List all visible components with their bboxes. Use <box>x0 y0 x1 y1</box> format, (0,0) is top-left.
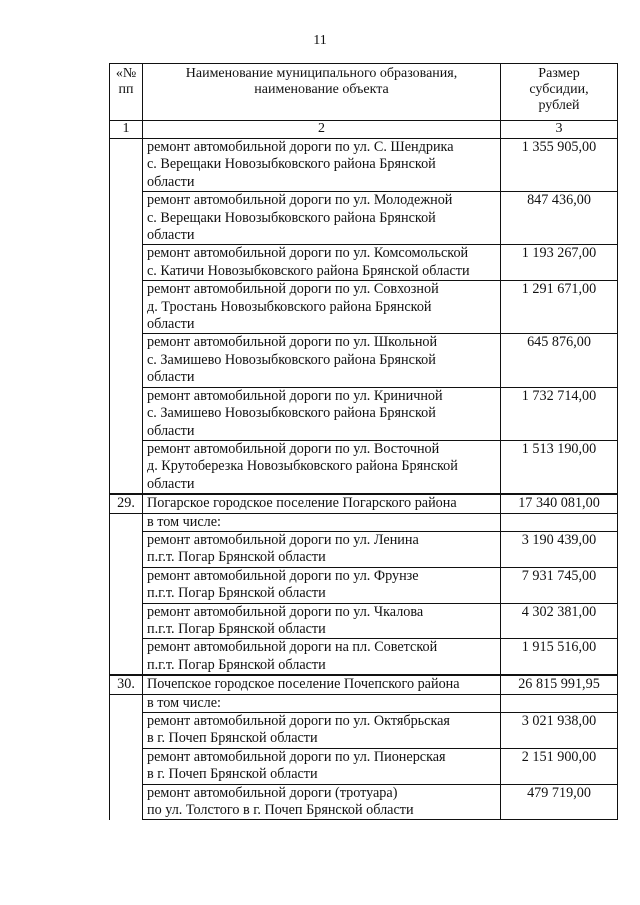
table-row <box>110 513 618 531</box>
table-row <box>110 494 618 513</box>
row-description: Почепское городское поселение Почепского района <box>143 675 501 694</box>
row-number <box>110 440 143 494</box>
row-amount: 1 193 267,00 <box>501 245 618 281</box>
row-description: ремонт автомобильной дороги по ул. С. Шендрика с. Верещаки Новозыбковского района Брянской области <box>143 139 501 192</box>
row-amount: 1 915 516,00 <box>501 639 618 675</box>
row-amount: 1 513 190,00 <box>501 440 618 494</box>
header-number: «№ пп <box>110 64 143 121</box>
row-amount: 3 021 938,00 <box>501 713 618 749</box>
row-description: ремонт автомобильной дороги по ул. Школьной с. Замишево Новозыбковского района Брянской области <box>143 334 501 387</box>
row-description: ремонт автомобильной дороги по ул. Молодежной с. Верещаки Новозыбковского района Брянской области <box>143 192 501 245</box>
row-number <box>110 713 143 749</box>
table-row <box>110 784 618 820</box>
row-number <box>110 531 143 567</box>
row-number: 30. <box>110 675 143 694</box>
table-row <box>110 245 618 281</box>
table-row <box>110 675 618 694</box>
row-description: ремонт автомобильной дороги по ул. Октябрьская в г. Почеп Брянской области <box>143 713 501 749</box>
row-description: ремонт автомобильной дороги (тротуара) по ул. Толстого в г. Почеп Брянской области <box>143 784 501 820</box>
table-row <box>110 694 618 712</box>
row-amount: 479 719,00 <box>501 784 618 820</box>
header-name: Наименование муниципального образования, наименование объекта <box>143 64 501 121</box>
table-row <box>110 334 618 387</box>
table-row <box>110 603 618 639</box>
column-number: 2 <box>143 121 501 139</box>
row-number <box>110 139 143 192</box>
table-row <box>110 281 618 334</box>
table-header-row <box>110 64 618 121</box>
row-amount <box>501 513 618 531</box>
row-description: в том числе: <box>143 513 501 531</box>
row-description: ремонт автомобильной дороги по ул. Фрунзе п.г.т. Погар Брянской области <box>143 567 501 603</box>
row-number <box>110 694 143 712</box>
row-description: ремонт автомобильной дороги по ул. Комсомольской с. Катичи Новозыбковского района Брянской области <box>143 245 501 281</box>
table-row <box>110 567 618 603</box>
row-number <box>110 245 143 281</box>
table-row <box>110 531 618 567</box>
row-amount: 1 291 671,00 <box>501 281 618 334</box>
subsidy-table <box>109 63 618 820</box>
row-number <box>110 748 143 784</box>
table-row <box>110 713 618 749</box>
row-amount: 645 876,00 <box>501 334 618 387</box>
row-number: 29. <box>110 494 143 513</box>
row-amount: 2 151 900,00 <box>501 748 618 784</box>
row-description: ремонт автомобильной дороги по ул. Чкалова п.г.т. Погар Брянской области <box>143 603 501 639</box>
row-amount <box>501 694 618 712</box>
row-amount: 3 190 439,00 <box>501 531 618 567</box>
row-amount: 1 355 905,00 <box>501 139 618 192</box>
table-row <box>110 748 618 784</box>
row-amount: 26 815 991,95 <box>501 675 618 694</box>
row-description: ремонт автомобильной дороги по ул. Восточной д. Крутоберезка Новозыбковского района Брянской области <box>143 440 501 494</box>
table-row <box>110 139 618 192</box>
row-description: ремонт автомобильной дороги по ул. Криничной с. Замишево Новозыбковского района Брянской области <box>143 387 501 440</box>
row-description: Погарское городское поселение Погарского района <box>143 494 501 513</box>
row-number <box>110 192 143 245</box>
row-description: ремонт автомобильной дороги по ул. Пионерская в г. Почеп Брянской области <box>143 748 501 784</box>
row-number <box>110 603 143 639</box>
row-amount: 4 302 381,00 <box>501 603 618 639</box>
row-description: в том числе: <box>143 694 501 712</box>
column-number: 3 <box>501 121 618 139</box>
table-row <box>110 639 618 675</box>
page-number: 11 <box>313 33 327 48</box>
row-amount: 847 436,00 <box>501 192 618 245</box>
row-description: ремонт автомобильной дороги по ул. Совхозной д. Тростань Новозыбковского района Брянской области <box>143 281 501 334</box>
row-amount: 7 931 745,00 <box>501 567 618 603</box>
column-number: 1 <box>110 121 143 139</box>
row-amount: 1 732 714,00 <box>501 387 618 440</box>
table-row <box>110 192 618 245</box>
table-row <box>110 440 618 494</box>
row-number <box>110 639 143 675</box>
row-description: ремонт автомобильной дороги по ул. Ленина п.г.т. Погар Брянской области <box>143 531 501 567</box>
table-row <box>110 387 618 440</box>
row-number <box>110 334 143 387</box>
column-numbers-row <box>110 121 618 139</box>
row-number <box>110 387 143 440</box>
row-description: ремонт автомобильной дороги на пл. Советской п.г.т. Погар Брянской области <box>143 639 501 675</box>
row-amount: 17 340 081,00 <box>501 494 618 513</box>
row-number <box>110 567 143 603</box>
row-number <box>110 784 143 820</box>
row-number <box>110 513 143 531</box>
header-amount: Размер субсидии, рублей <box>501 64 618 121</box>
row-number <box>110 281 143 334</box>
